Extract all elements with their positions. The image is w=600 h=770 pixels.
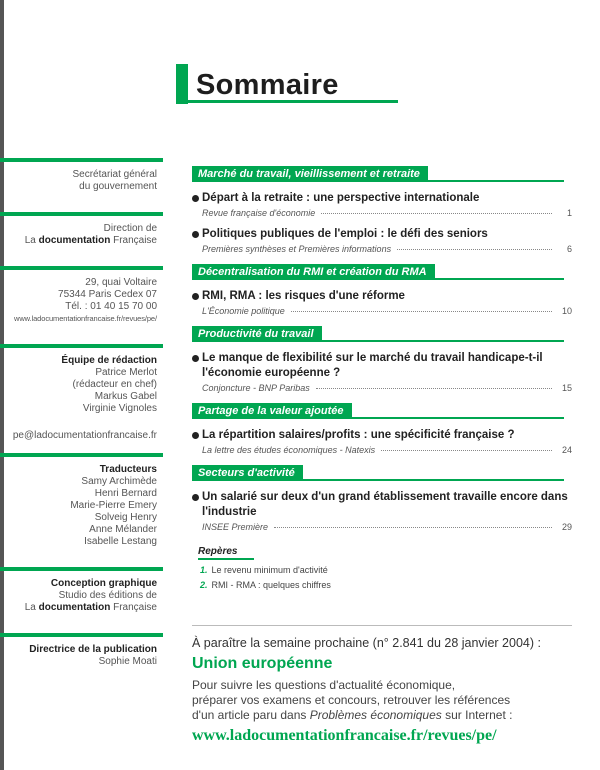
toc-entry-source: L'Économie politique	[202, 306, 285, 316]
traducteur-name: Anne Mélander	[89, 524, 157, 535]
reperes-num: 2.	[200, 580, 208, 590]
equipe-name: Markus Gabel	[94, 391, 157, 402]
direction-block	[0, 212, 163, 254]
next-issue-theme: Union européenne	[192, 655, 333, 672]
toc-entry[interactable]	[192, 490, 572, 532]
toc-entry-source-row	[192, 306, 572, 316]
toc-section	[192, 393, 572, 455]
address-line-2: 75344 Paris Cedex 07	[58, 289, 157, 300]
toc-entry-title	[192, 227, 572, 242]
direction-line-1: Direction de	[103, 223, 157, 234]
traducteur-name: Samy Archimède	[81, 476, 157, 487]
traducteurs-block	[0, 453, 163, 555]
leader-dots	[291, 311, 552, 312]
section-heading: Décentralisation du RMI et création du RMA	[192, 264, 435, 280]
sgg-block	[0, 158, 163, 200]
leader-dots	[321, 213, 552, 214]
equipe-heading: Équipe de rédaction	[61, 355, 157, 366]
promo-text	[192, 678, 592, 723]
conception-block	[0, 567, 163, 621]
reperes-text: Le revenu minimum d'activité	[211, 565, 328, 575]
toc-entry-title	[192, 428, 572, 443]
toc-entry-title-text: Départ à la retraite : une perspective internationale	[202, 192, 480, 204]
conception-line-2	[6, 602, 157, 614]
toc-entry-page: 29	[561, 522, 572, 532]
reperes-item[interactable]	[200, 565, 572, 575]
email-link[interactable]: pe@ladocumentationfrancaise.fr	[12, 430, 157, 441]
reperes-heading: Repères	[198, 546, 254, 560]
toc-entry[interactable]	[192, 289, 572, 316]
toc-entry-source-row	[192, 522, 572, 532]
toc-entry-title-text: Un salarié sur deux d'un grand établissement travaille encore dans l'industrie	[202, 491, 568, 518]
toc-entry-source-row	[192, 383, 572, 393]
promo-line-2: préparer vos examens et concours, retrouver les références	[192, 693, 511, 707]
traducteur-name: Solveig Henry	[94, 512, 157, 523]
toc-entry-page: 15	[561, 383, 572, 393]
address-block	[0, 266, 163, 332]
toc-entry-source: Premières synthèses et Premières informations	[202, 244, 392, 254]
toc-entry-source: Revue française d'économie	[202, 208, 316, 218]
masthead-sidebar	[0, 158, 163, 687]
toc-entry-title	[192, 490, 572, 520]
toc-section	[192, 316, 572, 393]
toc-section	[192, 156, 572, 254]
bullet-icon	[192, 293, 199, 300]
toc-entry-page: 10	[561, 306, 572, 316]
toc-entry[interactable]	[192, 191, 572, 218]
toc-entry-title	[192, 191, 572, 206]
equipe-block	[0, 344, 163, 422]
directrice-name: Sophie Moati	[98, 656, 157, 667]
toc-entry-title	[192, 289, 572, 304]
toc-entry-source-row	[192, 208, 572, 218]
toc-entry[interactable]	[192, 227, 572, 254]
section-heading: Partage de la valeur ajoutée	[192, 403, 352, 419]
toc-entry-page: 1	[566, 208, 572, 218]
address-phone: Tél. : 01 40 15 70 00	[65, 301, 157, 312]
traducteur-name: Marie-Pierre Emery	[70, 500, 157, 511]
leader-dots	[381, 450, 552, 451]
toc-entry-title-text: RMI, RMA : les risques d'une réforme	[202, 290, 405, 302]
traducteur-name: Isabelle Lestang	[84, 536, 157, 547]
section-heading: Marché du travail, vieillissement et retraite	[192, 166, 428, 182]
equipe-name: Patrice Merlot	[95, 367, 157, 378]
bottom-divider	[192, 625, 572, 626]
toc-entry-title-text: Le manque de flexibilité sur le marché du travail handicape-t-il l'économie européenne ?	[202, 352, 543, 379]
promo-line-3-post: sur Internet :	[441, 708, 513, 722]
direction-suffix: Française	[110, 235, 157, 246]
direction-line-2	[6, 235, 157, 247]
promo-journal-name: Problèmes économiques	[309, 708, 442, 722]
reperes-item[interactable]	[200, 580, 572, 590]
section-heading: Productivité du travail	[192, 326, 322, 342]
traducteur-name: Henri Bernard	[94, 488, 157, 499]
toc-entry[interactable]	[192, 428, 572, 455]
bullet-icon	[192, 355, 199, 362]
sgg-line-1: Secrétariat général	[72, 169, 157, 180]
toc-entry[interactable]	[192, 351, 572, 393]
sgg-line-2: du gouvernement	[79, 181, 157, 192]
directrice-heading: Directrice de la publication	[29, 644, 157, 655]
direction-doc: documentation	[38, 235, 111, 246]
reperes-section	[192, 546, 572, 590]
conception-line-1: Studio des éditions de	[58, 590, 157, 601]
next-issue-block	[192, 636, 592, 745]
bullet-icon	[192, 432, 199, 439]
promo-line-1: Pour suivre les questions d'actualité économique,	[192, 678, 456, 692]
page-title: Sommaire	[196, 69, 339, 101]
toc-entry-source: INSEE Première	[202, 522, 269, 532]
table-of-contents	[192, 156, 572, 590]
equipe-name: (rédacteur en chef)	[72, 379, 157, 390]
toc-entry-title-text: La répartition salaires/profits : une spécificité française ?	[202, 429, 515, 441]
direction-prefix: La	[24, 235, 39, 246]
conception-doc: documentation	[38, 602, 111, 613]
leader-dots	[316, 388, 552, 389]
toc-section	[192, 455, 572, 532]
traducteurs-heading: Traducteurs	[99, 464, 157, 475]
conception-prefix: La	[24, 602, 39, 613]
section-heading: Secteurs d'activité	[192, 465, 303, 481]
address-line-1: 29, quai Voltaire	[85, 277, 157, 288]
conception-suffix: Française	[110, 602, 157, 613]
website-url-link[interactable]: www.ladocumentationfrancaise.fr/revues/pe/	[192, 727, 497, 744]
bullet-icon	[192, 494, 199, 501]
bullet-icon	[192, 195, 199, 202]
equipe-name: Virginie Vignoles	[82, 403, 157, 414]
reperes-text: RMI - RMA : quelques chiffres	[211, 580, 331, 590]
toc-entry-source: Conjoncture - BNP Paribas	[202, 383, 310, 393]
conception-heading: Conception graphique	[50, 578, 157, 589]
reperes-num: 1.	[200, 565, 208, 575]
title-accent-bar	[176, 64, 188, 104]
toc-entry-page: 24	[561, 445, 572, 455]
toc-entry-title-text: Politiques publiques de l'emploi : le défi des seniors	[202, 228, 488, 240]
toc-entry-source: La lettre des études économiques - Natexis	[202, 445, 376, 455]
toc-entry-title	[192, 351, 572, 381]
leader-dots	[397, 249, 552, 250]
promo-line-3	[192, 708, 592, 723]
next-issue-announce: À paraître la semaine prochaine (n° 2.841 du 28 janvier 2004) :	[192, 636, 541, 650]
leader-dots	[274, 527, 552, 528]
directrice-block	[0, 633, 163, 675]
bullet-icon	[192, 231, 199, 238]
promo-line-3-pre: d'un article paru dans	[192, 708, 310, 722]
toc-entry-source-row	[192, 445, 572, 455]
toc-entry-page: 6	[566, 244, 572, 254]
website-link[interactable]: www.ladocumentationfrancaise.fr/revues/pe/	[14, 314, 157, 323]
toc-section	[192, 254, 572, 316]
toc-entry-source-row	[192, 244, 572, 254]
